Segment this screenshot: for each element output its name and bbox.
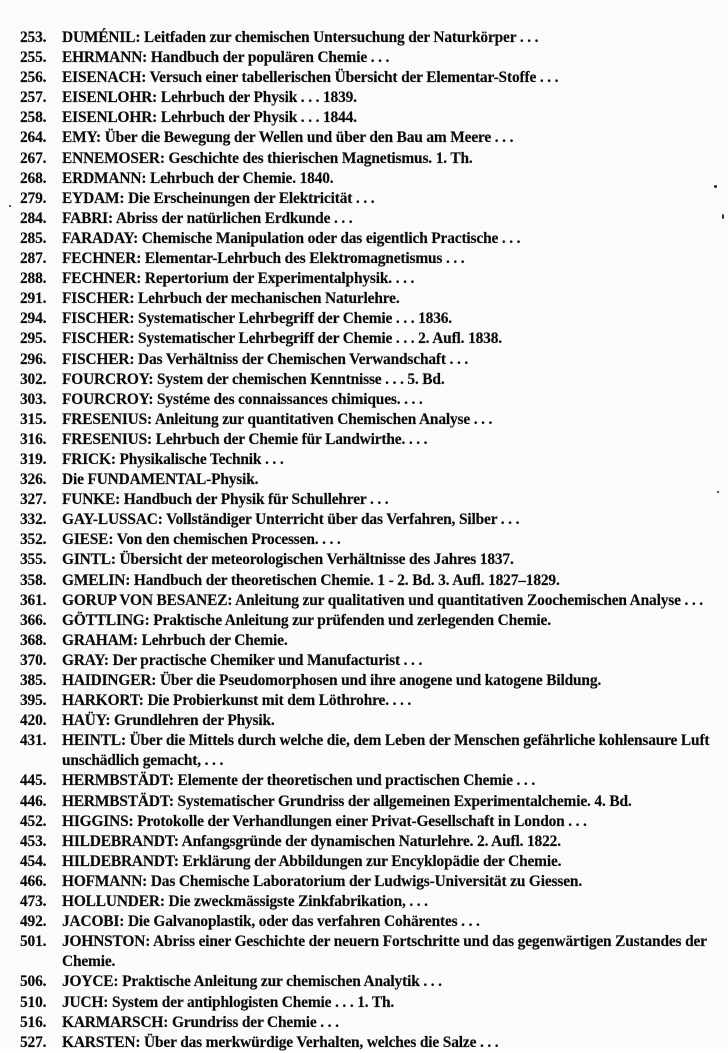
entry-number: 284. [20,209,47,227]
entry-author: FECHNER [62,270,137,288]
catalog-entry [20,48,720,68]
entry-author: FISCHER [62,350,130,368]
print-speck [714,185,717,188]
entry-author: HOFMANN [62,872,143,890]
entry-body [62,872,720,892]
entry-author: HERMBSTÄDT [62,792,169,810]
entry-title: : Lehrbuch der Chemie für Landwirthe. . . . [147,430,428,448]
entry-author: GÖTTLING [62,611,145,629]
entry-author: GMELIN [62,571,126,589]
catalog-entry [20,28,720,48]
entry-body [62,249,720,269]
entry-number: 368. [20,631,47,649]
entry-number: 446. [20,792,47,810]
catalog-entry [20,651,720,671]
entry-title: : Anfangsgründe der dynamischen Naturlehre. 2. Aufl. 1822. [173,832,561,850]
entry-title: : Lehrbuch der mechanischen Naturlehre. [129,290,400,308]
entry-body [62,189,720,209]
catalog-entry [20,872,720,892]
entry-title: : Lehrbuch der Physik . . . 1839. [152,89,357,107]
catalog-entry [20,932,720,972]
entry-author: FECHNER [62,250,137,268]
entry-author: EISENLOHR [62,109,153,127]
catalog-entry [20,1013,720,1033]
entry-body [62,550,720,570]
entry-title: : Physikalische Technik . . . [110,450,284,468]
entry-author: FRESENIUS [62,410,148,428]
entry-body [62,490,720,510]
catalog-entry [20,510,720,530]
entry-body [62,68,720,88]
entry-number: 452. [20,812,47,830]
entry-title: : Handbuch der Physik für Schullehrer . . . [115,491,389,509]
entry-body [62,470,720,490]
entry-author: FOURCROY [62,370,149,388]
print-speck [722,214,724,219]
catalog-entry [20,731,720,771]
catalog-entry [20,671,720,691]
catalog-entry [20,128,720,148]
entry-number: 445. [20,772,47,790]
entry-author: FISCHER [62,290,130,308]
entry-title: : Die Probierkunst mit dem Löthrohre. . . . [138,692,412,710]
entry-number: 258. [20,109,47,127]
entry-number: 326. [20,471,47,489]
entry-author: HAIDINGER [62,672,152,689]
entry-title: : Vollständiger Unterricht über das Verfahren, Silber . . . [157,511,520,529]
entry-author: HERMBSTÄDT [62,772,169,790]
entry-number: 506. [20,973,47,991]
entry-body [62,771,720,791]
entry-body [62,430,720,450]
catalog-entry [20,631,720,651]
entry-author: HILDEBRANDT [62,852,174,870]
entry-author: Die FUNDAMENTAL [62,471,207,489]
entry-number: 492. [20,913,47,931]
entry-title: : Übersicht der meteorologischen Verhältnisse des Jahres 1837. [110,551,514,569]
entry-number: 264. [20,129,47,147]
entry-title: : Über die Mittels durch welche die, dem Leben der Menschen gefährliche kohlensaure Luft unschädlich gemacht, . . . [62,732,710,770]
entry-author: GINTL [62,551,111,569]
catalog-entry [20,771,720,791]
print-speck [717,491,719,493]
entry-body [62,229,720,249]
entry-author: JOYCE [62,973,114,991]
catalog-entry [20,792,720,812]
entry-author: GAY-LUSSAC [62,511,158,529]
entry-body [62,993,720,1013]
entry-author: FOURCROY [62,390,149,408]
entry-title: : Geschichte des thierischen Magnetismus. 1. Th. [159,149,473,167]
entry-number: 256. [20,69,47,87]
entry-title: : Anleitung zur quantitativen Chemischen Analyse . . . [147,410,493,428]
entry-number: 295. [20,330,47,348]
entry-title: : Die Galvanoplastik, oder das verfahren Cohärentes . . . [119,913,480,931]
entry-title: : Von den chemischen Processen. . . . [108,531,341,549]
entry-title: : Handbuch der populären Chemie . . . [142,49,390,67]
entry-number: 395. [20,692,47,710]
entry-author: JUCH [62,993,104,1011]
entry-number: 267. [20,149,47,167]
entry-body [62,711,720,731]
entry-body [62,691,720,711]
catalog-entry [20,550,720,570]
entry-number: 466. [20,872,47,890]
entry-title: : Versuch einer tabellerischen Übersicht der Elementar-Stoffe . . . [141,69,559,87]
entry-title: : Erklärung der Abbildungen zur Encyklopädie der Chemie. [173,852,562,870]
entry-author: GRAY [62,651,104,669]
entry-author: EYDAM [62,189,120,207]
entry-author: ENNEMOSER [62,149,160,167]
entry-body [62,88,720,108]
entry-body [62,450,720,470]
entry-author: HARKORT [62,692,139,710]
entry-title: : Repertorium der Experimentalphysik. . . . [136,270,415,288]
entry-author: HILDEBRANDT [62,832,174,850]
entry-title: : Systematischer Grundriss der allgemeinen Experimentalchemie. 4. Bd. [168,792,632,810]
entry-title: : Das Chemische Laboratorium der Ludwigs-Universität zu Giessen. [142,872,583,890]
catalog-entry [20,269,720,289]
entry-number: 294. [20,310,47,328]
entry-number: 316. [20,430,47,448]
entry-number: 454. [20,852,47,870]
entry-author: FISCHER [62,330,130,348]
catalog-entry [20,812,720,832]
entry-title: : Die Erscheinungen der Elektricität . . . [119,189,375,207]
entry-number: 366. [20,611,47,629]
entry-number: 370. [20,651,47,669]
entry-title: : Elemente der theoretischen und practischen Chemie . . . [168,772,536,790]
entry-number: 303. [20,390,47,408]
entry-author: GORUP VON BESANEZ [62,591,228,609]
entry-title: : Grundriss der Chemie . . . [163,1013,339,1031]
entry-body [62,370,720,390]
entry-body [62,932,720,972]
catalog-entry [20,329,720,349]
entry-author: FRICK [62,450,111,468]
catalog-entry [20,229,720,249]
entry-title: : Systematischer Lehrbegriff der Chemie . . . 1836. [129,310,452,328]
entry-number: 473. [20,893,47,911]
entry-number: 279. [20,189,47,207]
entry-body [62,1033,720,1053]
entry-body [62,832,720,852]
entry-body [62,571,720,591]
catalog-list [20,28,720,1053]
entry-body [62,149,720,169]
entry-title: : Lehrbuch der Chemie. 1840. [141,169,334,187]
entry-title: : Elementar-Lehrbuch des Elektromagnetismus . . . [136,250,465,268]
entry-author: JOHNSTON [62,933,146,951]
catalog-entry [20,410,720,430]
entry-title: : Chemische Manipulation oder das eigentlich Practische . . . [133,229,521,247]
entry-number: 420. [20,712,47,730]
entry-title: : Der practische Chemiker und Manufacturist . . . [103,651,423,669]
entry-body [62,289,720,309]
entry-author: DUMÉNIL [62,29,136,46]
entry-author: HEINTL [62,732,121,750]
catalog-entry [20,390,720,410]
entry-body [62,410,720,430]
entry-title: : Anleitung zur qualitativen und quantitativen Zoochemischen Analyse . . . [227,591,703,609]
entry-body [62,169,720,189]
catalog-entry [20,249,720,269]
entry-author: GRAHAM [62,631,133,649]
entry-title: -Physik. [206,471,259,489]
catalog-entry [20,309,720,329]
entry-title: : Über das merkwürdige Verhalten, welches die Salze . . . [135,1033,499,1051]
entry-author: FARADAY [62,229,134,247]
entry-number: 288. [20,270,47,288]
entry-body [62,812,720,832]
entry-body [62,390,720,410]
entry-number: 253. [20,29,47,46]
entry-title: : Praktische Anleitung zur chemischen Analytik . . . [113,973,442,991]
entry-body [62,350,720,370]
entry-body [62,530,720,550]
entry-body [62,892,720,912]
entry-body [62,510,720,530]
entry-number: 332. [20,511,47,529]
entry-title: : Das Verhältniss der Chemischen Verwandschaft . . . [129,350,469,368]
entry-title: : Systéme des connaissances chimiques. . . . [148,390,423,408]
entry-number: 285. [20,229,47,247]
entry-body [62,269,720,289]
catalog-entry [20,611,720,631]
entry-number: 268. [20,169,47,187]
catalog-entry [20,68,720,88]
catalog-entry [20,591,720,611]
entry-author: ERDMANN [62,169,142,187]
entry-body [62,972,720,992]
entry-title: : Über die Pseudomorphosen und ihre anogene und katogene Bildung. [151,672,602,689]
entry-author: EISENACH [62,69,142,87]
entry-author: HOLLUNDER [62,893,160,911]
entry-number: 361. [20,591,47,609]
entry-body [62,329,720,349]
entry-title: : System der antiphlogisten Chemie . . . 1. Th. [103,993,395,1011]
catalog-entry [20,189,720,209]
entry-number: 255. [20,49,47,67]
entry-number: 319. [20,450,47,468]
entry-body [62,591,720,611]
entry-body [62,108,720,128]
catalog-entry [20,88,720,108]
entry-author: EHRMANN [62,49,143,67]
entry-author: KARMARSCH [62,1013,164,1031]
entry-author: KARSTEN [62,1033,136,1051]
catalog-entry [20,370,720,390]
catalog-entry [20,450,720,470]
entry-author: FRESENIUS [62,430,148,448]
entry-number: 453. [20,832,47,850]
catalog-entry [20,852,720,872]
entry-author: HAÜY [62,712,106,730]
catalog-entry [20,470,720,490]
entry-title: : Über die Bewegung der Wellen und über den Bau am Meere . . . [96,129,514,147]
catalog-entry [20,711,720,731]
entry-title: : Abriss einer Geschichte der neuern Fortschritte und das gegenwärtigen Zustandes der Chemie. [62,933,707,971]
catalog-entry [20,430,720,450]
entry-body [62,912,720,932]
entry-body [62,209,720,229]
catalog-entry [20,571,720,591]
entry-title: : System der chemischen Kenntnisse . . . 5. Bd. [148,370,445,388]
entry-body [62,671,720,691]
entry-number: 355. [20,551,47,569]
entry-body [62,28,720,48]
entry-title: : Abriss der natürlichen Erdkunde . . . [108,209,353,227]
entry-title: : Protokolle der Verhandlungen einer Privat-Gesellschaft in London . . . [128,812,587,830]
entry-body [62,1013,720,1033]
entry-number: 302. [20,370,47,388]
catalog-entry [20,149,720,169]
entry-body [62,852,720,872]
catalog-entry [20,912,720,932]
catalog-entry [20,993,720,1013]
entry-title: : Leitfaden zur chemischen Untersuchung der Naturkörper . . . [135,29,539,46]
entry-body [62,611,720,631]
entry-number: 501. [20,933,47,951]
entry-body [62,631,720,651]
entry-title: : Lehrbuch der Physik . . . 1844. [152,109,357,127]
entry-number: 287. [20,250,47,268]
entry-number: 527. [20,1033,47,1051]
entry-number: 385. [20,672,47,689]
entry-author: FISCHER [62,310,130,328]
catalog-entry [20,289,720,309]
entry-number: 291. [20,290,47,308]
entry-author: EMY [62,129,97,147]
catalog-entry [20,530,720,550]
entry-number: 327. [20,491,47,509]
entry-body [62,309,720,329]
catalog-entry [20,892,720,912]
entry-number: 257. [20,89,47,107]
entry-number: 431. [20,732,47,750]
catalog-entry [20,691,720,711]
catalog-entry [20,350,720,370]
entry-title: : Grundlehren der Physik. [105,712,275,730]
entry-body [62,48,720,68]
catalog-entry [20,832,720,852]
catalog-entry [20,169,720,189]
entry-author: FUNKE [62,491,116,509]
entry-number: 358. [20,571,47,589]
catalog-entry [20,1033,720,1053]
entry-body [62,128,720,148]
entry-title: : Die zweckmässigste Zinkfabrikation, . . . [159,893,428,911]
entry-number: 516. [20,1013,47,1031]
entry-title: : Handbuch der theoretischen Chemie. 1 - 2. Bd. 3. Aufl. 1827–1829. [125,571,560,589]
catalog-entry [20,108,720,128]
catalog-entry [20,490,720,510]
entry-author: HIGGINS [62,812,129,830]
entry-title: : Systematischer Lehrbegriff der Chemie . . . 2. Aufl. 1838. [129,330,502,348]
entry-body [62,792,720,812]
catalog-entry [20,209,720,229]
catalog-entry [20,972,720,992]
entry-number: 296. [20,350,47,368]
entry-body [62,731,720,771]
entry-title: : Praktische Anleitung zur prüfenden und zerlegenden Chemie. [144,611,551,629]
entry-body [62,651,720,671]
entry-number: 510. [20,993,47,1011]
entry-number: 315. [20,410,47,428]
entry-author: FABRI [62,209,108,227]
entry-number: 352. [20,531,47,549]
entry-author: EISENLOHR [62,89,153,107]
entry-author: GIESE [62,531,109,549]
print-speck [9,205,11,207]
entry-title: : Lehrbuch der Chemie. [132,631,288,649]
entry-author: JACOBI [62,913,120,931]
